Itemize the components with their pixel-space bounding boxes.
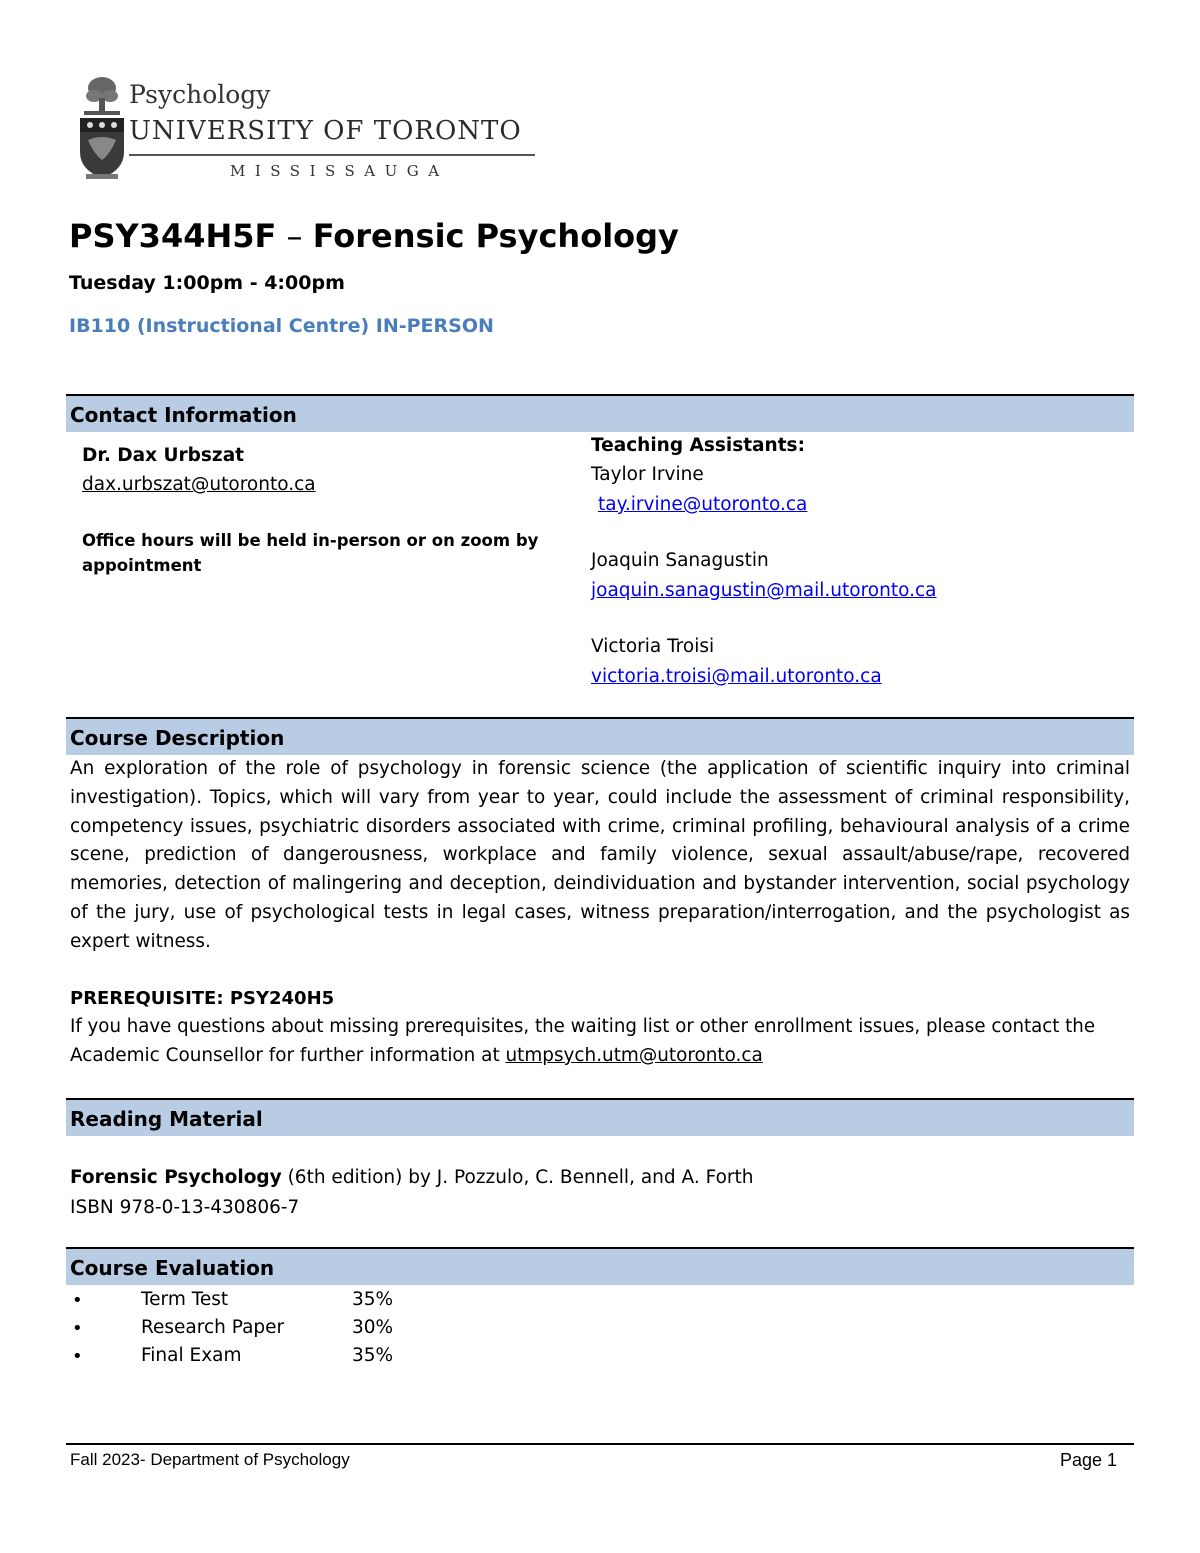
office-hours-line1: Office hours will be held in-person or on zoom by bbox=[82, 531, 539, 550]
evaluation-item-percent: 35% bbox=[352, 1289, 394, 1310]
evaluation-item-label: Research Paper bbox=[141, 1317, 285, 1338]
logo-university: UNIVERSITY OF TORONTO bbox=[129, 116, 522, 146]
contact-heading: Contact Information bbox=[70, 403, 297, 427]
instructor-email-link[interactable]: dax.urbszat@utoronto.ca bbox=[82, 474, 316, 495]
footer-divider bbox=[66, 1443, 1134, 1445]
course-location: IB110 (Instructional Centre) IN-PERSON bbox=[69, 315, 494, 337]
ta-heading: Teaching Assistants: bbox=[591, 435, 805, 456]
reading-section-header bbox=[66, 1098, 1134, 1136]
course-code: PSY344H5F bbox=[69, 217, 277, 255]
textbook-citation bbox=[70, 1167, 754, 1188]
questions-line1: If you have questions about missing prerequisites, the waiting list or other enrollment issues, please contact the bbox=[70, 1016, 1096, 1037]
page-number: Page 1 bbox=[1060, 1450, 1118, 1470]
textbook-details: (6th edition) by J. Pozzulo, C. Bennell, and A. Forth bbox=[281, 1167, 754, 1188]
ta-name: Joaquin Sanagustin bbox=[591, 550, 769, 571]
textbook-title: Forensic Psychology bbox=[70, 1167, 282, 1188]
ta-name: Victoria Troisi bbox=[591, 636, 715, 657]
description-section-header bbox=[66, 717, 1134, 755]
evaluation-heading: Course Evaluation bbox=[70, 1256, 275, 1280]
contact-section-header bbox=[66, 394, 1134, 432]
questions-line2 bbox=[70, 1045, 763, 1066]
title-dash: – bbox=[276, 217, 313, 255]
evaluation-section-header bbox=[66, 1247, 1134, 1285]
prerequisite-label: PREREQUISITE: PSY240H5 bbox=[70, 988, 335, 1009]
evaluation-item-label: Term Test bbox=[141, 1289, 229, 1310]
evaluation-item-percent: 30% bbox=[352, 1317, 394, 1338]
ta-email-link[interactable]: tay.irvine@utoronto.ca bbox=[598, 494, 808, 515]
counsellor-email-link[interactable]: utmpsych.utm@utoronto.ca bbox=[505, 1045, 763, 1066]
evaluation-item-percent: 35% bbox=[352, 1345, 394, 1366]
page-title bbox=[69, 217, 679, 255]
reading-heading: Reading Material bbox=[70, 1107, 263, 1131]
logo-department: Psychology bbox=[129, 80, 271, 109]
office-hours-line2: appointment bbox=[82, 556, 202, 575]
course-description-text: An exploration of the role of psychology in forensic science (the application of scientific inquiry into criminal investigation). Topics, which will vary from year to year, could include the assessment of criminal responsibility, competency issues, psychiatric disorders associated with crime, criminal profiling, behavioural analysis of a crime scene, prediction of dangerousness, workplace and family violence, sexual assault/abuse/rape, recovered memories, detection of malingering and deception, deindividuation and bystander intervention, social psychology of the jury, use of psychological tests in legal cases, witness preparation/interrogation, and the psychologist as expert witness. bbox=[70, 758, 1130, 952]
ta-email-link[interactable]: joaquin.sanagustin@mail.utoronto.ca bbox=[591, 580, 937, 601]
list-bullet: • bbox=[72, 1318, 83, 1339]
list-bullet: • bbox=[72, 1346, 83, 1367]
textbook-isbn: ISBN 978-0-13-430806-7 bbox=[70, 1197, 300, 1218]
logo-divider bbox=[129, 154, 535, 156]
course-schedule: Tuesday 1:00pm - 4:00pm bbox=[69, 272, 345, 294]
instructor-name: Dr. Dax Urbszat bbox=[82, 445, 245, 466]
ta-email-link[interactable]: victoria.troisi@mail.utoronto.ca bbox=[591, 666, 882, 687]
footer-department: Fall 2023- Department of Psychology bbox=[70, 1450, 350, 1469]
logo-campus: MISSISSAUGA bbox=[230, 162, 449, 180]
questions-line2-text: Academic Counsellor for further information at bbox=[70, 1045, 506, 1066]
description-heading: Course Description bbox=[70, 726, 285, 750]
evaluation-item-label: Final Exam bbox=[141, 1345, 242, 1366]
university-crest-icon bbox=[76, 74, 128, 184]
list-bullet: • bbox=[72, 1290, 83, 1311]
course-name: Forensic Psychology bbox=[312, 217, 679, 255]
ta-name: Taylor Irvine bbox=[591, 464, 704, 485]
